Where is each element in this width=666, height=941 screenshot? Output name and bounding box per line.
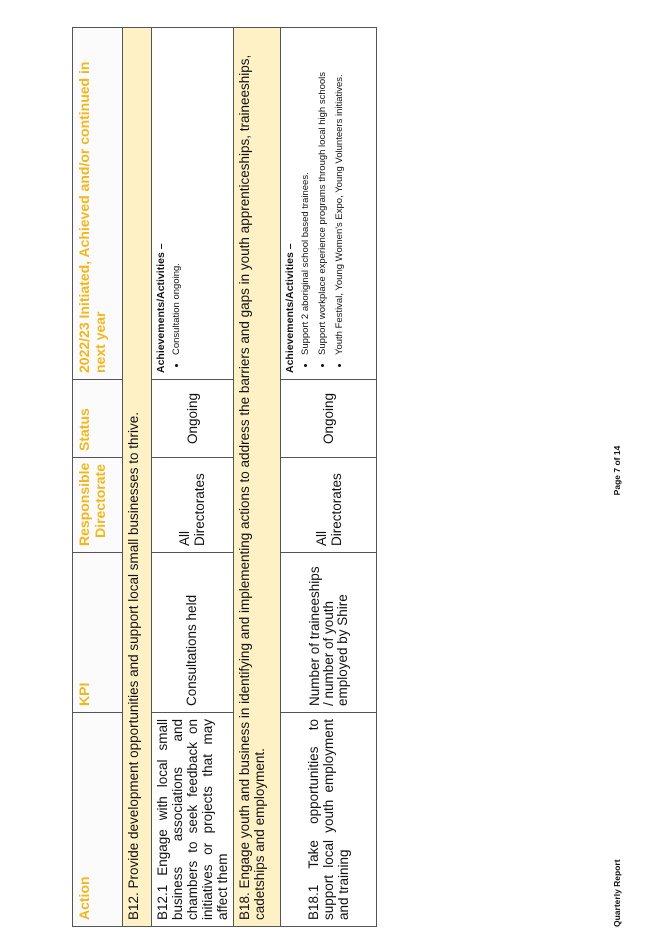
row-b12-1-achievements-title: Achievements/Activities –	[154, 243, 167, 373]
footer-page-number: Page 7 of 14	[612, 445, 622, 496]
section-row-b18	[233, 28, 281, 927]
table-row	[281, 28, 377, 927]
footer-report-title: Quarterly Report	[612, 859, 622, 927]
table-row	[151, 28, 233, 927]
table-header-row	[73, 28, 123, 927]
row-b18-1-action: B18.1 Take opportunities to support local youth employment and training	[281, 713, 377, 927]
row-b12-1-achievements	[151, 28, 233, 380]
row-b18-1-achievements	[281, 28, 377, 380]
section-b18-text: B18. Engage youth and business in identifying and implementing actions to address the barriers and gaps in youth apprenticeships, traineeships, cadetships and employment.	[233, 28, 281, 927]
row-b12-1-kpi: Consultations held	[151, 553, 233, 713]
header-status: Status	[73, 380, 123, 458]
row-b18-1-directorate: All Directorates	[281, 458, 377, 553]
row-b12-1-achievements-list	[171, 34, 182, 373]
section-b12-text: B12. Provide development opportunities and support local small businesses to thrive.	[123, 28, 151, 927]
row-b12-1-action: B12.1 Engage with local small business associations and chambers to seek feedback on initiatives or projects that may affect them	[151, 713, 233, 927]
list-item: • Support 2 aboriginal school based trainees.	[300, 34, 311, 355]
row-b18-1-kpi: Number of traineeships / number of youth employed by Shire	[281, 553, 377, 713]
row-b18-1-achievements-list	[300, 34, 345, 373]
row-b12-1-status: Ongoing	[151, 380, 233, 458]
row-b12-1-directorate: All Directorates	[151, 458, 233, 553]
list-item: • Support workplace experience programs through local high schools	[317, 34, 328, 355]
action-plan-table	[72, 27, 377, 927]
list-item: • Consultation ongoing.	[171, 34, 182, 355]
section-row-b12	[123, 28, 151, 927]
header-kpi: KPI	[73, 553, 123, 713]
list-item: • Youth Festival, Young Women's Expo, Young Volunteers initiatives.	[334, 34, 345, 355]
row-b18-1-achievements-title: Achievements/Activities –	[284, 243, 297, 373]
header-responsible-directorate: Responsible Directorate	[73, 458, 123, 553]
header-action: Action	[73, 713, 123, 927]
header-achieved: 2022/23 Initiated, Achieved and/or continued in next year	[73, 28, 123, 380]
row-b18-1-status: Ongoing	[281, 380, 377, 458]
